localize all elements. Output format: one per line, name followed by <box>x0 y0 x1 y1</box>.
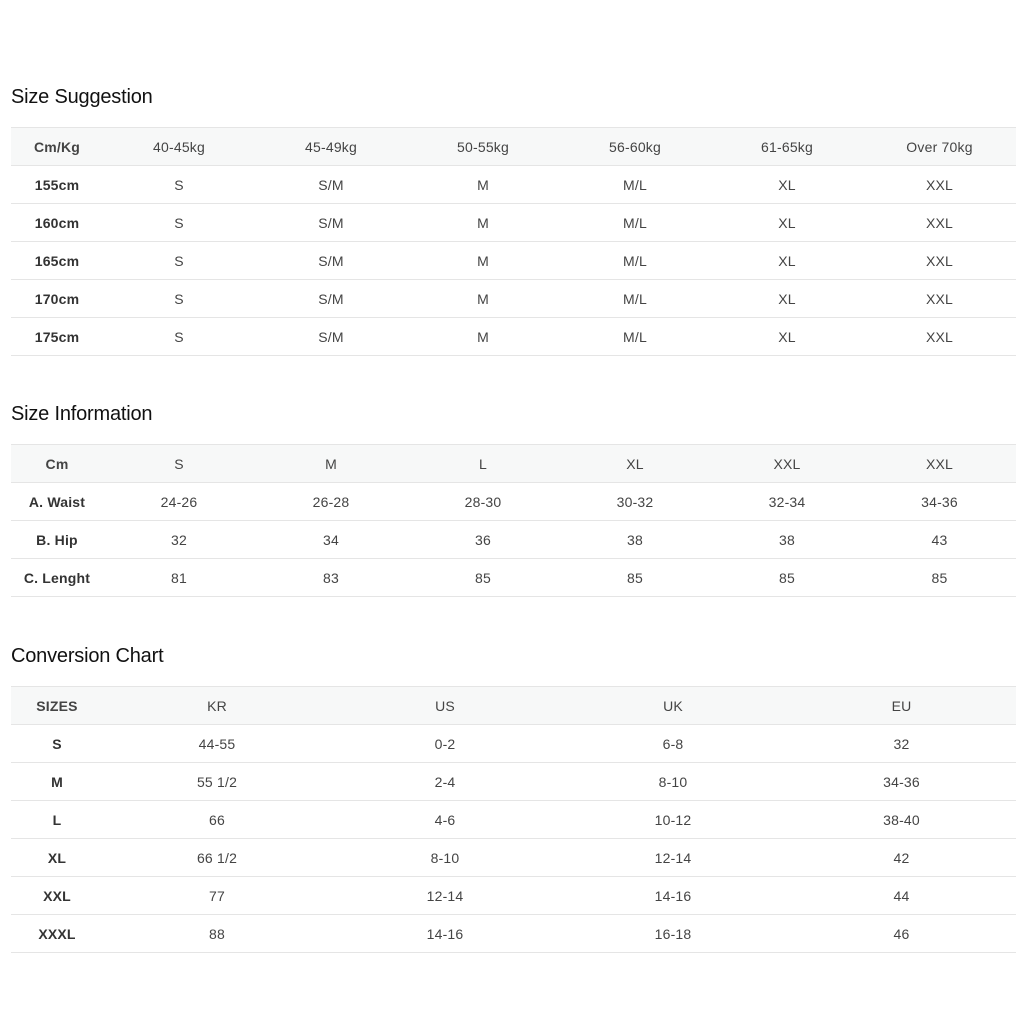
table-cell: 4-6 <box>331 801 559 839</box>
row-label: 165cm <box>11 242 103 280</box>
table-cell: 46 <box>787 915 1016 953</box>
size-information-table <box>11 444 1016 597</box>
table-cell: S/M <box>255 242 407 280</box>
table-cell: S/M <box>255 318 407 356</box>
table-row <box>11 801 1016 839</box>
table-cell: S/M <box>255 166 407 204</box>
table-row <box>11 877 1016 915</box>
table-cell: 44 <box>787 877 1016 915</box>
table-row <box>11 483 1016 521</box>
table-cell: 36 <box>407 521 559 559</box>
table-cell: XL <box>711 166 863 204</box>
table-cell: 77 <box>103 877 331 915</box>
column-header: KR <box>103 687 331 725</box>
row-label: XXXL <box>11 915 103 953</box>
table-cell: M/L <box>559 242 711 280</box>
table-cell: 44-55 <box>103 725 331 763</box>
table-cell: 28-30 <box>407 483 559 521</box>
table-cell: 34-36 <box>787 763 1016 801</box>
row-label: B. Hip <box>11 521 103 559</box>
table-cell: 32 <box>787 725 1016 763</box>
table-header-row <box>11 445 1016 483</box>
row-label: 155cm <box>11 166 103 204</box>
table-cell: M <box>407 166 559 204</box>
table-row <box>11 915 1016 953</box>
column-header: EU <box>787 687 1016 725</box>
row-label: S <box>11 725 103 763</box>
table-row <box>11 166 1016 204</box>
table-cell: 85 <box>863 559 1016 597</box>
row-label: 170cm <box>11 280 103 318</box>
row-label: M <box>11 763 103 801</box>
table-cell: 42 <box>787 839 1016 877</box>
column-header: Over 70kg <box>863 128 1016 166</box>
row-label: 175cm <box>11 318 103 356</box>
table-cell: 6-8 <box>559 725 787 763</box>
table-cell: 32-34 <box>711 483 863 521</box>
table-cell: 8-10 <box>559 763 787 801</box>
table-cell: M <box>407 280 559 318</box>
table-cell: XXL <box>863 166 1016 204</box>
table-row <box>11 559 1016 597</box>
column-header: L <box>407 445 559 483</box>
table-cell: S <box>103 280 255 318</box>
table-cell: XL <box>711 204 863 242</box>
table-cell: XXL <box>863 242 1016 280</box>
column-header: Cm <box>11 445 103 483</box>
table-cell: 38 <box>711 521 863 559</box>
table-cell: 32 <box>103 521 255 559</box>
table-cell: 43 <box>863 521 1016 559</box>
table-cell: 14-16 <box>331 915 559 953</box>
table-cell: S/M <box>255 204 407 242</box>
column-header: SIZES <box>11 687 103 725</box>
column-header: XXL <box>863 445 1016 483</box>
column-header: US <box>331 687 559 725</box>
row-label: L <box>11 801 103 839</box>
row-label: A. Waist <box>11 483 103 521</box>
table-cell: 83 <box>255 559 407 597</box>
table-row <box>11 839 1016 877</box>
table-cell: 85 <box>559 559 711 597</box>
table-cell: 12-14 <box>331 877 559 915</box>
table-header-row <box>11 687 1016 725</box>
table-cell: 38-40 <box>787 801 1016 839</box>
size-suggestion-title: Size Suggestion <box>11 86 153 108</box>
table-cell: M <box>407 318 559 356</box>
table-row <box>11 521 1016 559</box>
column-header: UK <box>559 687 787 725</box>
table-cell: 14-16 <box>559 877 787 915</box>
table-cell: XXL <box>863 204 1016 242</box>
column-header: 56-60kg <box>559 128 711 166</box>
table-cell: XL <box>711 280 863 318</box>
table-cell: 81 <box>103 559 255 597</box>
table-cell: M/L <box>559 204 711 242</box>
size-suggestion-table <box>11 127 1016 356</box>
column-header: 45-49kg <box>255 128 407 166</box>
table-cell: M/L <box>559 166 711 204</box>
row-label: C. Lenght <box>11 559 103 597</box>
row-label: XL <box>11 839 103 877</box>
table-cell: S <box>103 242 255 280</box>
table-cell: 16-18 <box>559 915 787 953</box>
table-cell: 34-36 <box>863 483 1016 521</box>
table-cell: 66 <box>103 801 331 839</box>
column-header: 61-65kg <box>711 128 863 166</box>
table-cell: XXL <box>863 318 1016 356</box>
table-cell: XL <box>711 318 863 356</box>
table-cell: M <box>407 242 559 280</box>
table-row <box>11 242 1016 280</box>
column-header: M <box>255 445 407 483</box>
column-header: XL <box>559 445 711 483</box>
table-cell: 0-2 <box>331 725 559 763</box>
row-label: XXL <box>11 877 103 915</box>
table-cell: 55 1/2 <box>103 763 331 801</box>
table-row <box>11 763 1016 801</box>
table-cell: S/M <box>255 280 407 318</box>
conversion-chart-title: Conversion Chart <box>11 645 164 667</box>
table-cell: 24-26 <box>103 483 255 521</box>
table-cell: 30-32 <box>559 483 711 521</box>
table-row <box>11 204 1016 242</box>
conversion-chart-table <box>11 686 1016 953</box>
table-cell: XL <box>711 242 863 280</box>
table-cell: 8-10 <box>331 839 559 877</box>
table-cell: 2-4 <box>331 763 559 801</box>
size-information-title: Size Information <box>11 403 153 425</box>
table-cell: XXL <box>863 280 1016 318</box>
table-cell: 66 1/2 <box>103 839 331 877</box>
table-cell: 12-14 <box>559 839 787 877</box>
table-cell: 26-28 <box>255 483 407 521</box>
table-cell: M <box>407 204 559 242</box>
table-header-row <box>11 128 1016 166</box>
table-cell: 34 <box>255 521 407 559</box>
column-header: 40-45kg <box>103 128 255 166</box>
table-cell: 85 <box>407 559 559 597</box>
table-row <box>11 318 1016 356</box>
table-row <box>11 725 1016 763</box>
table-cell: 10-12 <box>559 801 787 839</box>
table-cell: S <box>103 204 255 242</box>
table-cell: 85 <box>711 559 863 597</box>
column-header: XXL <box>711 445 863 483</box>
table-cell: S <box>103 318 255 356</box>
table-cell: M/L <box>559 318 711 356</box>
column-header: 50-55kg <box>407 128 559 166</box>
table-row <box>11 280 1016 318</box>
table-cell: S <box>103 166 255 204</box>
column-header: Cm/Kg <box>11 128 103 166</box>
column-header: S <box>103 445 255 483</box>
table-cell: M/L <box>559 280 711 318</box>
table-cell: 38 <box>559 521 711 559</box>
table-cell: 88 <box>103 915 331 953</box>
row-label: 160cm <box>11 204 103 242</box>
